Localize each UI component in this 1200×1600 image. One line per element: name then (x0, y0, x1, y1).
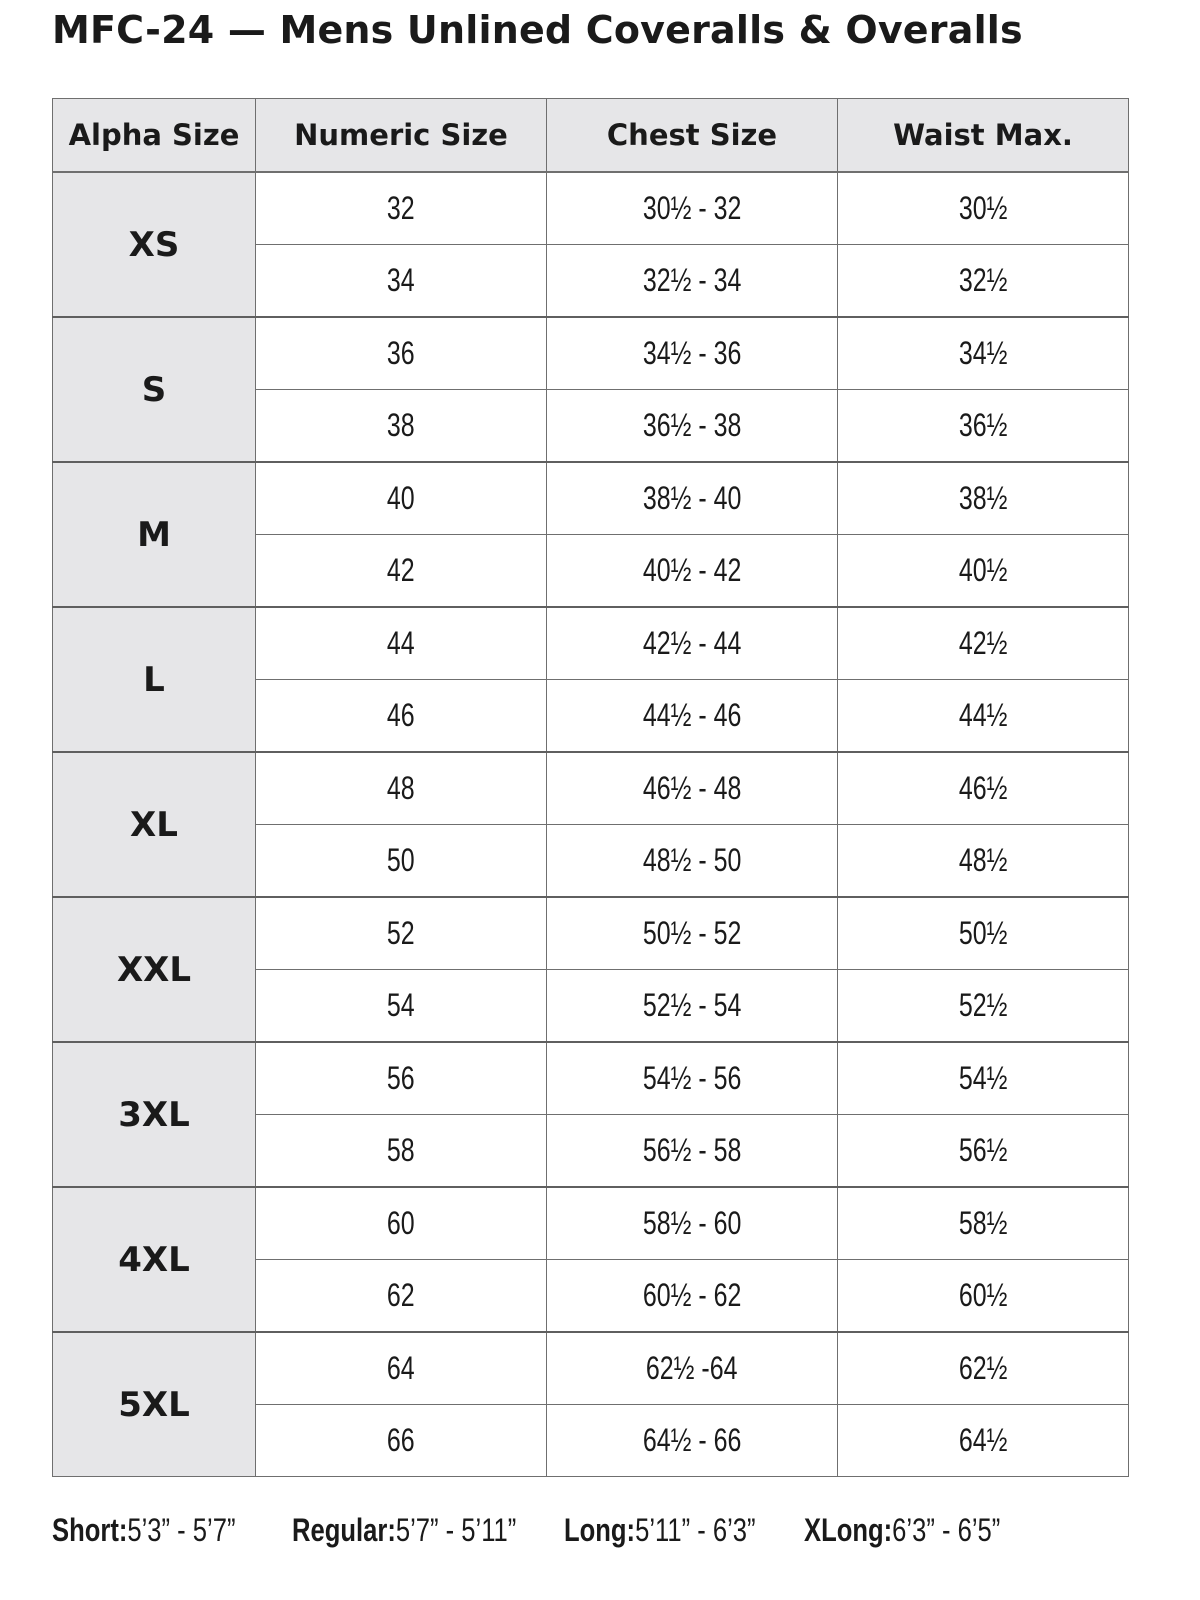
table-row (53, 607, 1129, 680)
legend-short-value: 5’3” - 5’7” (127, 1512, 236, 1548)
numeric-value: 64 (387, 1350, 415, 1386)
legend-short-label: Short: (52, 1512, 128, 1548)
chest-size-cell (547, 897, 838, 970)
numeric-value: 42 (387, 552, 415, 588)
waist-value: 40½ (958, 552, 1008, 588)
chest-size-cell (547, 462, 838, 535)
numeric-size-cell (256, 535, 547, 608)
waist-value: 64½ (958, 1422, 1008, 1458)
waist-size-cell (838, 462, 1129, 535)
waist-size-cell (838, 825, 1129, 898)
alpha-size-cell: 3XL (53, 1042, 256, 1187)
legend-long (564, 1512, 756, 1549)
waist-size-cell (838, 897, 1129, 970)
numeric-size-cell (256, 607, 547, 680)
chest-value: 58½ - 60 (642, 1205, 742, 1241)
numeric-size-cell (256, 1405, 547, 1477)
numeric-size-cell (256, 897, 547, 970)
waist-size-cell (838, 1042, 1129, 1115)
waist-value: 58½ (958, 1205, 1008, 1241)
chest-size-cell (547, 825, 838, 898)
numeric-size-cell (256, 1187, 547, 1260)
chest-size-cell (547, 1115, 838, 1188)
waist-size-cell (838, 1260, 1129, 1333)
waist-value: 56½ (958, 1132, 1008, 1168)
length-legend (52, 1512, 1152, 1556)
chest-size-cell (547, 390, 838, 463)
chest-size-cell (547, 245, 838, 318)
alpha-size-cell: S (53, 317, 256, 462)
table-row (53, 317, 1129, 390)
table-row (53, 172, 1129, 245)
waist-value: 60½ (958, 1277, 1008, 1313)
table-row (53, 1332, 1129, 1405)
chest-value: 42½ - 44 (642, 625, 742, 661)
waist-value: 38½ (958, 480, 1008, 516)
numeric-size-cell (256, 970, 547, 1043)
numeric-value: 52 (387, 915, 415, 951)
numeric-value: 54 (387, 987, 415, 1023)
page-title: MFC-24 — Mens Unlined Coveralls & Overalls (52, 8, 1023, 52)
waist-value: 42½ (958, 625, 1008, 661)
chest-size-cell (547, 680, 838, 753)
chest-value: 34½ - 36 (642, 335, 742, 371)
alpha-size-cell: M (53, 462, 256, 607)
numeric-size-cell (256, 1260, 547, 1333)
numeric-size-cell (256, 462, 547, 535)
table-row (53, 897, 1129, 970)
waist-size-cell (838, 607, 1129, 680)
waist-value: 44½ (958, 697, 1008, 733)
alpha-size-cell: 5XL (53, 1332, 256, 1477)
chest-size-cell (547, 970, 838, 1043)
header-row (53, 99, 1129, 173)
numeric-size-cell (256, 825, 547, 898)
legend-regular-value: 5’7” - 5’11” (395, 1512, 517, 1548)
chest-value: 48½ - 50 (642, 842, 742, 878)
waist-size-cell (838, 245, 1129, 318)
waist-value: 54½ (958, 1060, 1008, 1096)
legend-short (52, 1512, 235, 1549)
waist-size-cell (838, 317, 1129, 390)
chest-size-cell (547, 1042, 838, 1115)
numeric-size-cell (256, 752, 547, 825)
numeric-value: 36 (387, 335, 415, 371)
numeric-value: 32 (387, 190, 415, 226)
waist-value: 30½ (958, 190, 1008, 226)
numeric-value: 34 (387, 262, 415, 298)
legend-regular (292, 1512, 516, 1549)
chest-value: 56½ - 58 (642, 1132, 742, 1168)
waist-value: 62½ (958, 1350, 1008, 1386)
numeric-value: 40 (387, 480, 415, 516)
numeric-value: 38 (387, 407, 415, 443)
chest-size-cell (547, 1332, 838, 1405)
chest-size-cell (547, 1187, 838, 1260)
numeric-size-cell (256, 317, 547, 390)
alpha-size-cell: 4XL (53, 1187, 256, 1332)
size-chart-body (53, 172, 1129, 1477)
numeric-value: 50 (387, 842, 415, 878)
chest-value: 36½ - 38 (642, 407, 742, 443)
chest-value: 50½ - 52 (642, 915, 742, 951)
legend-xlong-value: 6’3” - 6’5” (892, 1512, 1001, 1548)
chest-value: 38½ - 40 (642, 480, 742, 516)
header-numeric-size: Numeric Size (256, 99, 547, 173)
waist-size-cell (838, 970, 1129, 1043)
numeric-value: 48 (387, 770, 415, 806)
waist-size-cell (838, 535, 1129, 608)
chest-size-cell (547, 1260, 838, 1333)
chest-size-cell (547, 172, 838, 245)
waist-size-cell (838, 1115, 1129, 1188)
chest-value: 30½ - 32 (642, 190, 742, 226)
waist-size-cell (838, 680, 1129, 753)
numeric-size-cell (256, 1042, 547, 1115)
legend-long-value: 5’11” - 6’3” (635, 1512, 756, 1548)
table-row (53, 752, 1129, 825)
numeric-size-cell (256, 390, 547, 463)
waist-value: 34½ (958, 335, 1008, 371)
numeric-size-cell (256, 245, 547, 318)
waist-size-cell (838, 172, 1129, 245)
table-row (53, 462, 1129, 535)
waist-value: 52½ (958, 987, 1008, 1023)
waist-size-cell (838, 390, 1129, 463)
waist-size-cell (838, 752, 1129, 825)
alpha-size-cell: XS (53, 172, 256, 317)
chest-value: 52½ - 54 (642, 987, 742, 1023)
chest-value: 44½ - 46 (642, 697, 742, 733)
alpha-size-cell: XL (53, 752, 256, 897)
header-chest-size: Chest Size (547, 99, 838, 173)
legend-xlong-label: XLong: (804, 1512, 893, 1548)
chest-size-cell (547, 317, 838, 390)
legend-xlong (804, 1512, 1000, 1549)
numeric-size-cell (256, 172, 547, 245)
chest-value: 54½ - 56 (642, 1060, 742, 1096)
waist-size-cell (838, 1405, 1129, 1477)
waist-value: 48½ (958, 842, 1008, 878)
size-chart-table (52, 98, 1129, 1477)
chest-value: 32½ - 34 (642, 262, 742, 298)
header-alpha-size: Alpha Size (53, 99, 256, 173)
chest-size-cell (547, 752, 838, 825)
alpha-size-cell: L (53, 607, 256, 752)
numeric-value: 66 (387, 1422, 415, 1458)
chest-value: 62½ -64 (646, 1350, 738, 1386)
numeric-size-cell (256, 680, 547, 753)
numeric-value: 46 (387, 697, 415, 733)
numeric-value: 58 (387, 1132, 415, 1168)
waist-size-cell (838, 1187, 1129, 1260)
legend-long-label: Long: (564, 1512, 636, 1548)
numeric-size-cell (256, 1332, 547, 1405)
numeric-value: 62 (387, 1277, 415, 1313)
numeric-value: 44 (387, 625, 415, 661)
chest-value: 60½ - 62 (642, 1277, 742, 1313)
legend-regular-label: Regular: (292, 1512, 396, 1548)
waist-size-cell (838, 1332, 1129, 1405)
waist-value: 46½ (958, 770, 1008, 806)
waist-value: 36½ (958, 407, 1008, 443)
waist-value: 32½ (958, 262, 1008, 298)
chest-size-cell (547, 1405, 838, 1477)
chest-value: 46½ - 48 (642, 770, 742, 806)
header-waist-max: Waist Max. (838, 99, 1129, 173)
chest-size-cell (547, 607, 838, 680)
chest-size-cell (547, 535, 838, 608)
waist-value: 50½ (958, 915, 1008, 951)
numeric-size-cell (256, 1115, 547, 1188)
numeric-value: 60 (387, 1205, 415, 1241)
chest-value: 64½ - 66 (642, 1422, 742, 1458)
table-row (53, 1187, 1129, 1260)
alpha-size-cell: XXL (53, 897, 256, 1042)
numeric-value: 56 (387, 1060, 415, 1096)
chest-value: 40½ - 42 (642, 552, 742, 588)
table-row (53, 1042, 1129, 1115)
